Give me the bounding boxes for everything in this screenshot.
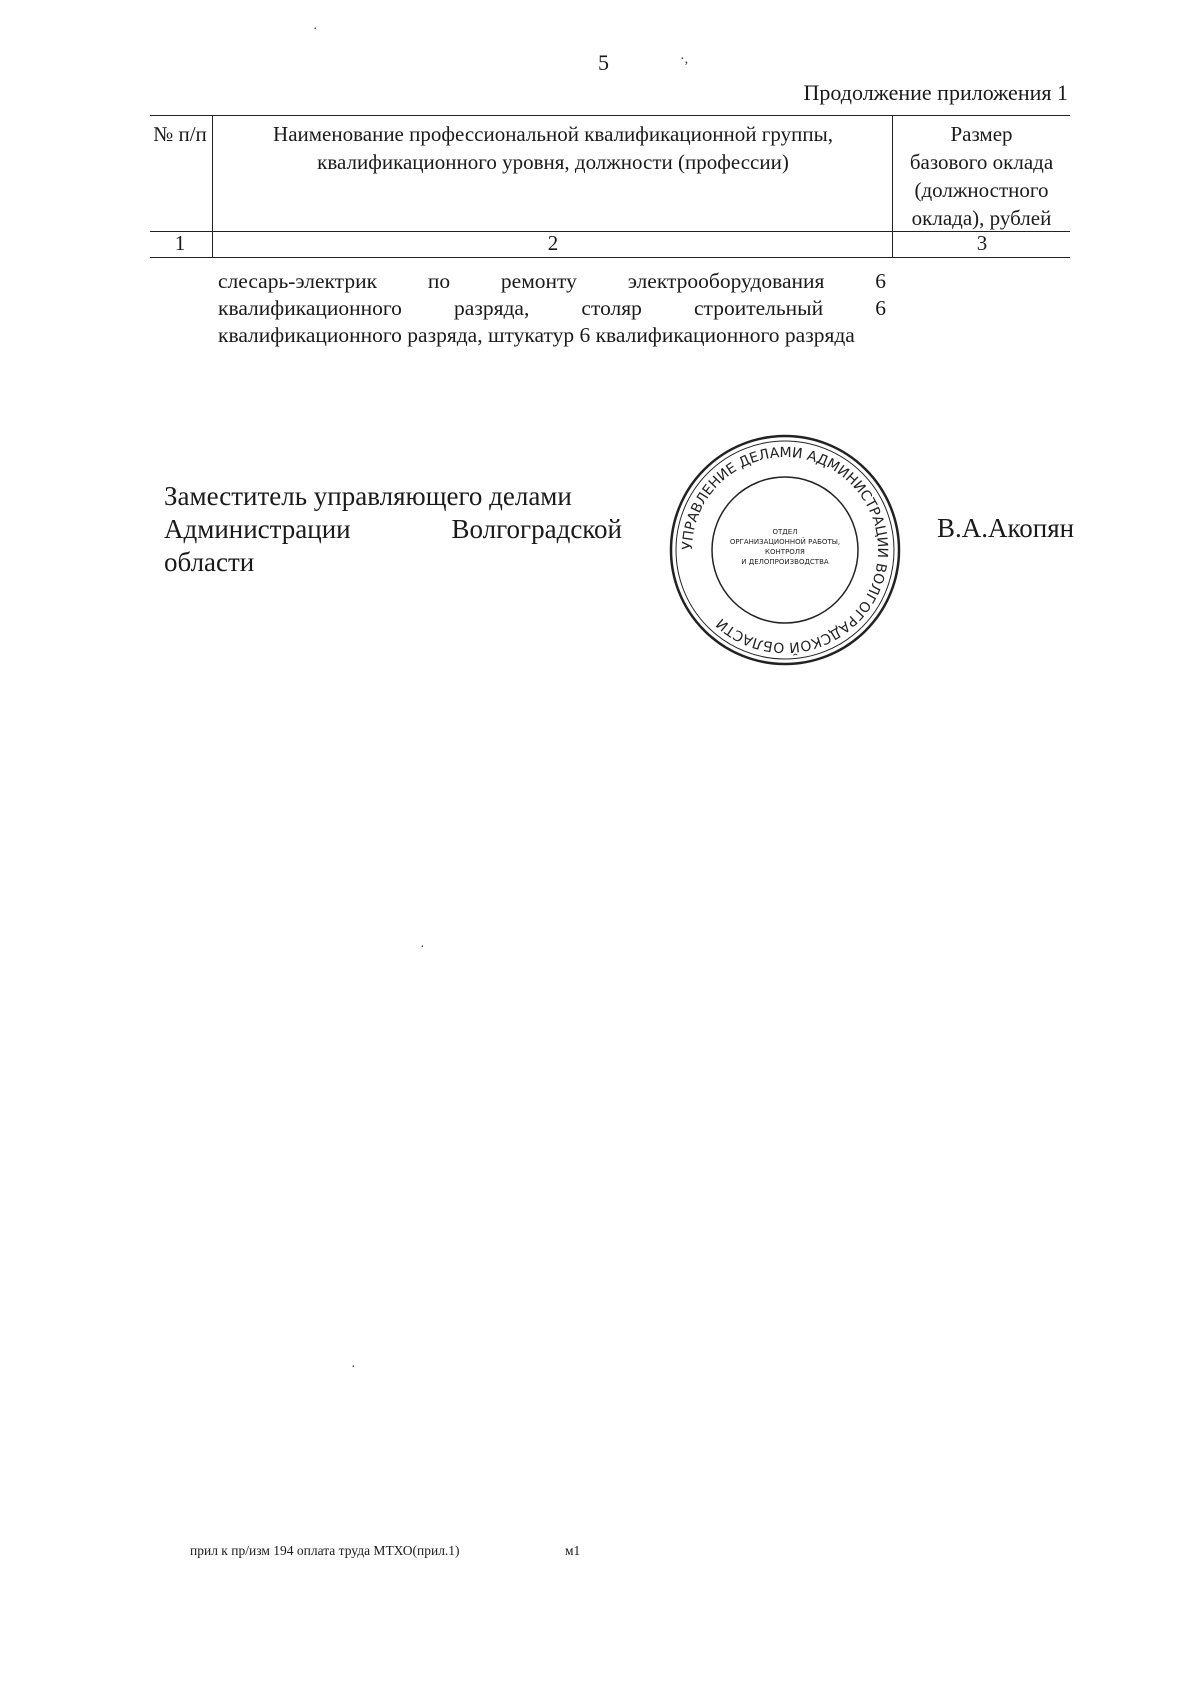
column-number-3: 3 xyxy=(892,230,1071,257)
stamp-inner-line4: И ДЕЛОПРОИЗВОДСТВА xyxy=(741,558,829,566)
stamp-inner-line2: ОРГАНИЗАЦИОННОЙ РАБОТЫ, xyxy=(729,538,841,546)
table-header xyxy=(150,115,1070,232)
scan-speck: ·, xyxy=(680,52,689,67)
professions-text: слесарь-электрик по ремонту электрооборудования 6 квалификационного разряда, столяр строительный 6 квалификационного разряда, штукатур 6 квалификационного разряда xyxy=(218,269,886,347)
column-number-1: 1 xyxy=(174,231,186,255)
table-column-numbers xyxy=(150,230,1070,258)
stamp-outer-text: УПРАВЛЕНИЕ ДЕЛАМИ АДМИНИСТРАЦИИ ВОЛГОГРАДСКОЙ ОБЛАСТИ xyxy=(679,444,891,656)
header-name-text: Наименование профессиональной квалификационной группы, квалификационного уровня, должности (профессии) xyxy=(273,122,833,174)
header-num: № п/п xyxy=(153,122,207,146)
footer-filename: прил к пр/изм 194 оплата труда МТХО(прил.1) xyxy=(190,1543,460,1558)
column-number-2: 2 xyxy=(212,230,893,257)
signer-title-line2: Администрации Волгоградской области xyxy=(164,514,622,577)
stamp-inner-line1: ОТДЕЛ xyxy=(772,528,798,536)
scan-speck-low: · xyxy=(351,1360,356,1375)
stamp-graphic xyxy=(665,430,905,670)
page-number: 5 xyxy=(598,50,609,75)
header-size-text: Размер базового оклада (должностного оклада), рублей xyxy=(909,122,1054,230)
official-stamp-seal xyxy=(665,430,905,670)
signer-title xyxy=(164,480,622,579)
signer-name: В.А.Акопян xyxy=(937,513,1075,543)
footer-mark: м1 xyxy=(565,1543,581,1558)
signer-title-line1: Заместитель управляющего делами xyxy=(164,481,572,511)
stamp-inner-line3: КОНТРОЛЯ xyxy=(765,548,805,556)
scan-speck-top: · xyxy=(313,22,318,37)
continuation-label: Продолжение приложения 1 xyxy=(803,80,1068,105)
header-size xyxy=(892,116,1070,231)
scan-speck-mid: · xyxy=(420,940,425,955)
